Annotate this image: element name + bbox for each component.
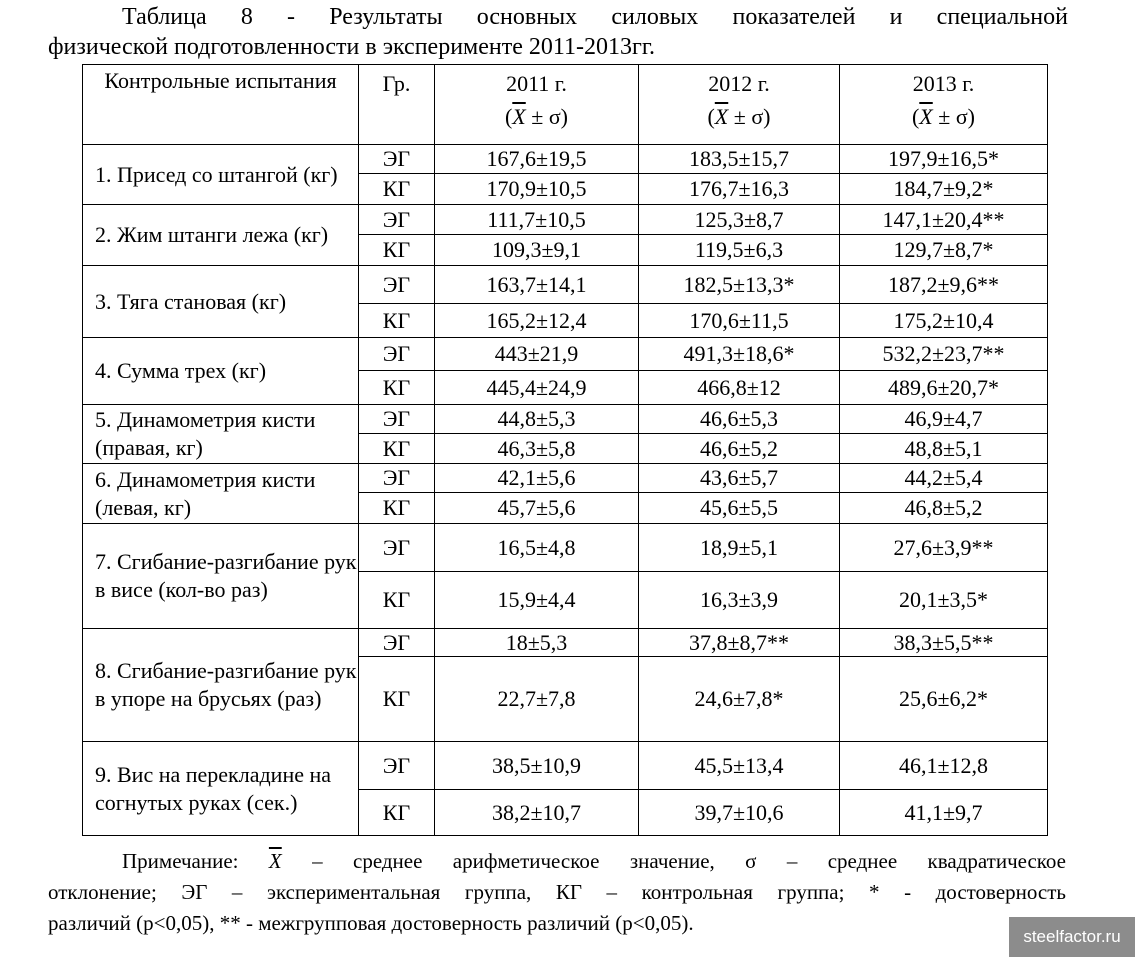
test-name-cell: 2. Жим штанги лежа (кг) <box>83 205 359 266</box>
value-cell: 16,5±4,8 <box>435 524 639 572</box>
note-line-1: Примечание: $\overline{X}$ – среднее арифметическое значение, σ – среднее квадратическое <box>122 849 1067 873</box>
test-name-cell: 9. Вис на перекладине на согнутых руках (сек.) <box>83 742 359 836</box>
value-cell: 43,6±5,7 <box>639 464 840 493</box>
value-cell: 42,1±5,6 <box>435 464 639 493</box>
header-year <box>639 65 840 145</box>
value-cell: 183,5±15,7 <box>639 145 840 174</box>
value-cell: 38,2±10,7 <box>435 790 639 836</box>
value-cell: 22,7±7,8 <box>435 657 639 742</box>
value-cell: 41,1±9,7 <box>840 790 1048 836</box>
value-cell: 46,9±4,7 <box>840 405 1048 434</box>
table-header-row <box>83 65 1048 145</box>
value-cell: 24,6±7,8* <box>639 657 840 742</box>
test-name-cell: 5. Динамометрия кисти (правая, кг) <box>83 405 359 464</box>
value-cell: 163,7±14,1 <box>435 266 639 304</box>
value-cell: 170,9±10,5 <box>435 174 639 205</box>
value-cell: 39,7±10,6 <box>639 790 840 836</box>
test-name-cell: 6. Динамометрия кисти (левая, кг) <box>83 464 359 524</box>
value-cell: 15,9±4,4 <box>435 572 639 629</box>
table-row <box>83 205 1048 235</box>
value-cell: 46,6±5,3 <box>639 405 840 434</box>
value-cell: 45,5±13,4 <box>639 742 840 790</box>
header-stat: $(\overline{X} \pm \sigma)$ <box>504 104 569 129</box>
group-cell: ЭГ <box>359 205 435 235</box>
table-row <box>83 464 1048 493</box>
header-stat: $(\overline{X} \pm \sigma)$ <box>911 104 976 129</box>
table-note <box>48 846 1066 939</box>
value-cell: 119,5±6,3 <box>639 235 840 266</box>
value-cell: 111,7±10,5 <box>435 205 639 235</box>
value-cell: 38,5±10,9 <box>435 742 639 790</box>
value-cell: 184,7±9,2* <box>840 174 1048 205</box>
header-year <box>435 65 639 145</box>
value-cell: 27,6±3,9** <box>840 524 1048 572</box>
group-cell: КГ <box>359 572 435 629</box>
value-cell: 491,3±18,6* <box>639 338 840 371</box>
test-name-cell: 8. Сгибание-разгибание рук в упоре на брусьях (раз) <box>83 629 359 742</box>
header-stat: $(\overline{X} \pm \sigma)$ <box>707 104 771 129</box>
value-cell: 489,6±20,7* <box>840 371 1048 405</box>
value-cell: 18±5,3 <box>435 629 639 657</box>
value-cell: 182,5±13,3* <box>639 266 840 304</box>
group-cell: ЭГ <box>359 464 435 493</box>
table-row <box>83 338 1048 371</box>
group-cell: КГ <box>359 493 435 524</box>
value-cell: 466,8±12 <box>639 371 840 405</box>
group-cell: КГ <box>359 174 435 205</box>
table-row <box>83 405 1048 434</box>
value-cell: 125,3±8,7 <box>639 205 840 235</box>
test-name-cell: 7. Сгибание-разгибание рук в висе (кол-во раз) <box>83 524 359 629</box>
group-cell: КГ <box>359 657 435 742</box>
value-cell: 129,7±8,7* <box>840 235 1048 266</box>
table-row <box>83 629 1048 657</box>
header-year-label: 2011 г. <box>506 71 567 96</box>
value-cell: 46,6±5,2 <box>639 434 840 464</box>
value-cell: 443±21,9 <box>435 338 639 371</box>
site-watermark: steelfactor.ru <box>1009 917 1135 957</box>
results-table <box>82 64 1048 836</box>
value-cell: 167,6±19,5 <box>435 145 639 174</box>
value-cell: 48,8±5,1 <box>840 434 1048 464</box>
table-row <box>83 266 1048 304</box>
group-cell: ЭГ <box>359 145 435 174</box>
value-cell: 187,2±9,6** <box>840 266 1048 304</box>
value-cell: 45,7±5,6 <box>435 493 639 524</box>
table-row <box>83 742 1048 790</box>
table-row <box>83 145 1048 174</box>
group-cell: ЭГ <box>359 266 435 304</box>
value-cell: 165,2±12,4 <box>435 304 639 338</box>
group-cell: ЭГ <box>359 629 435 657</box>
value-cell: 147,1±20,4** <box>840 205 1048 235</box>
test-name-cell: 1. Присед со штангой (кг) <box>83 145 359 205</box>
value-cell: 38,3±5,5** <box>840 629 1048 657</box>
value-cell: 46,3±5,8 <box>435 434 639 464</box>
group-cell: КГ <box>359 434 435 464</box>
note-line-3: различий (p<0,05), ** - межгрупповая достоверность различий (p<0,05). <box>48 911 694 935</box>
value-cell: 46,8±5,2 <box>840 493 1048 524</box>
value-cell: 25,6±6,2* <box>840 657 1048 742</box>
value-cell: 197,9±16,5* <box>840 145 1048 174</box>
value-cell: 176,7±16,3 <box>639 174 840 205</box>
caption-line-2: физической подготовленности в эксперименте 2011-2013гг. <box>48 34 655 60</box>
value-cell: 16,3±3,9 <box>639 572 840 629</box>
value-cell: 18,9±5,1 <box>639 524 840 572</box>
header-group: Гр. <box>359 65 435 145</box>
value-cell: 44,8±5,3 <box>435 405 639 434</box>
group-cell: КГ <box>359 371 435 405</box>
table-caption <box>48 2 1068 62</box>
group-cell: ЭГ <box>359 524 435 572</box>
value-cell: 532,2±23,7** <box>840 338 1048 371</box>
group-cell: КГ <box>359 304 435 338</box>
caption-line-1: Таблица 8 - Результаты основных силовых показателей и специальной <box>122 4 1068 30</box>
note-line-2: отклонение; ЭГ – экспериментальная группа, КГ – контрольная группа; * - достоверность <box>48 880 1066 904</box>
group-cell: ЭГ <box>359 338 435 371</box>
test-name-cell: 3. Тяга становая (кг) <box>83 266 359 338</box>
value-cell: 170,6±11,5 <box>639 304 840 338</box>
value-cell: 175,2±10,4 <box>840 304 1048 338</box>
header-year-label: 2013 г. <box>912 71 975 96</box>
group-cell: ЭГ <box>359 405 435 434</box>
value-cell: 37,8±8,7** <box>639 629 840 657</box>
value-cell: 20,1±3,5* <box>840 572 1048 629</box>
header-test: Контрольные испытания <box>83 65 359 145</box>
group-cell: ЭГ <box>359 742 435 790</box>
group-cell: КГ <box>359 790 435 836</box>
table-row <box>83 524 1048 572</box>
header-year <box>840 65 1048 145</box>
value-cell: 46,1±12,8 <box>840 742 1048 790</box>
value-cell: 445,4±24,9 <box>435 371 639 405</box>
value-cell: 44,2±5,4 <box>840 464 1048 493</box>
group-cell: КГ <box>359 235 435 266</box>
value-cell: 109,3±9,1 <box>435 235 639 266</box>
header-year-label: 2012 г. <box>708 71 770 96</box>
value-cell: 45,6±5,5 <box>639 493 840 524</box>
test-name-cell: 4. Сумма трех (кг) <box>83 338 359 405</box>
